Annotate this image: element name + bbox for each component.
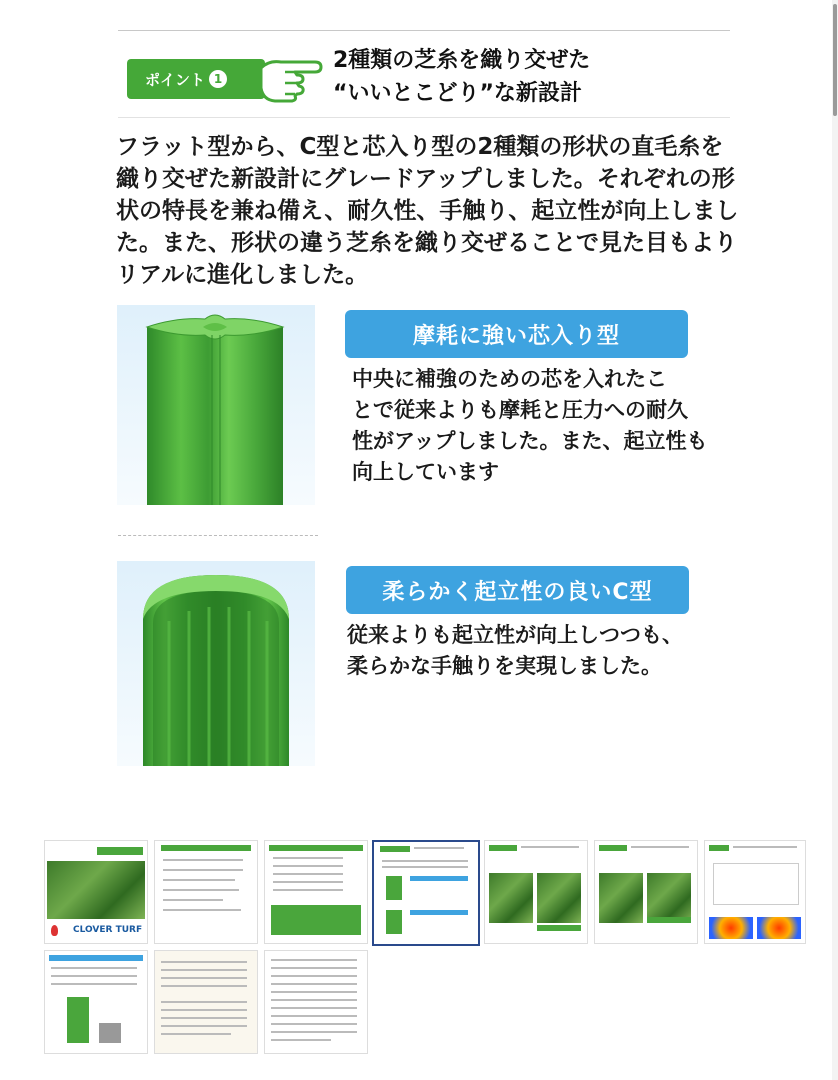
headline-line-1: 2種類の芝糸を織り交ぜた bbox=[333, 48, 591, 73]
flame-icon bbox=[51, 925, 58, 936]
point-number: 1 bbox=[209, 70, 227, 88]
section-divider bbox=[118, 535, 318, 536]
heatmap-thumbnail bbox=[709, 917, 753, 939]
description-line: 従来よりも起立性が向上しつつも、 bbox=[347, 623, 683, 647]
feature-c-tag: 柔らかく起立性の良いC型 bbox=[346, 566, 689, 614]
thumbnail-page-5[interactable] bbox=[484, 840, 588, 944]
turf-thumbnail-image bbox=[47, 861, 145, 919]
page-scrollbar[interactable] bbox=[832, 0, 838, 1080]
lead-line: た。また、形状の違う芝糸を織り交ぜることで見た目もより bbox=[116, 230, 737, 256]
thumbnail-page-8[interactable] bbox=[44, 950, 148, 1054]
thumbnail-page-7[interactable] bbox=[704, 840, 806, 944]
bar-thumbnail bbox=[67, 997, 89, 1043]
description-line: 中央に補強のための芯を入れたこ bbox=[352, 367, 667, 391]
thumbnail-page-1[interactable] bbox=[44, 840, 148, 944]
point-badge bbox=[127, 59, 265, 99]
thumbnail-header-bar bbox=[161, 845, 251, 851]
thumbnail-page-3[interactable] bbox=[264, 840, 368, 944]
thumbnail-badge bbox=[380, 846, 410, 852]
lead-line: リアルに進化しました。 bbox=[116, 262, 369, 288]
thumbnail-page-4-selected[interactable] bbox=[372, 840, 480, 946]
feature-core-tag: 摩耗に強い芯入り型 bbox=[345, 310, 688, 358]
thumbnail-page-2[interactable] bbox=[154, 840, 258, 944]
headline-divider bbox=[118, 117, 730, 118]
core-blade-illustration bbox=[117, 305, 315, 505]
description-line: 性がアップしました。また、起立性も bbox=[352, 429, 708, 453]
thumbnail-page-6[interactable] bbox=[594, 840, 698, 944]
thumbnail-page-10[interactable] bbox=[264, 950, 368, 1054]
description-line: とで従来よりも摩耗と圧力への耐久 bbox=[352, 398, 688, 422]
chart-thumbnail bbox=[713, 863, 799, 905]
grass-thumbnail-image bbox=[271, 905, 361, 935]
headline-line-2: “いいとこどり”な新設計 bbox=[333, 81, 582, 106]
scrollbar-thumb[interactable] bbox=[833, 4, 837, 116]
lead-paragraph bbox=[116, 131, 739, 291]
c-blade-illustration bbox=[117, 561, 315, 766]
feature-core-description bbox=[352, 364, 708, 488]
lead-line: 状の特長を兼ね備え、耐久性、手触り、起立性が向上しまし bbox=[116, 198, 739, 224]
lead-line: 織り交ぜた新設計にグレードアップしました。それぞれの形 bbox=[116, 166, 735, 192]
headline bbox=[333, 44, 590, 110]
lead-line: フラット型から、C型と芯入り型の2種類の形状の直毛糸を bbox=[116, 134, 724, 160]
description-line: 柔らかな手触りを実現しました。 bbox=[347, 654, 662, 678]
top-divider bbox=[118, 30, 730, 31]
feature-c-description bbox=[347, 620, 683, 682]
point-label: ポイント bbox=[145, 70, 206, 89]
thumbnail-page-9[interactable] bbox=[154, 950, 258, 1054]
pointing-hand-icon bbox=[255, 48, 325, 104]
thumbnail-header-bar bbox=[269, 845, 363, 851]
description-line: 向上しています bbox=[352, 460, 499, 484]
brand-logo-text: CLOVER TURF bbox=[73, 925, 143, 935]
thumbnail-label-bar bbox=[97, 847, 143, 855]
